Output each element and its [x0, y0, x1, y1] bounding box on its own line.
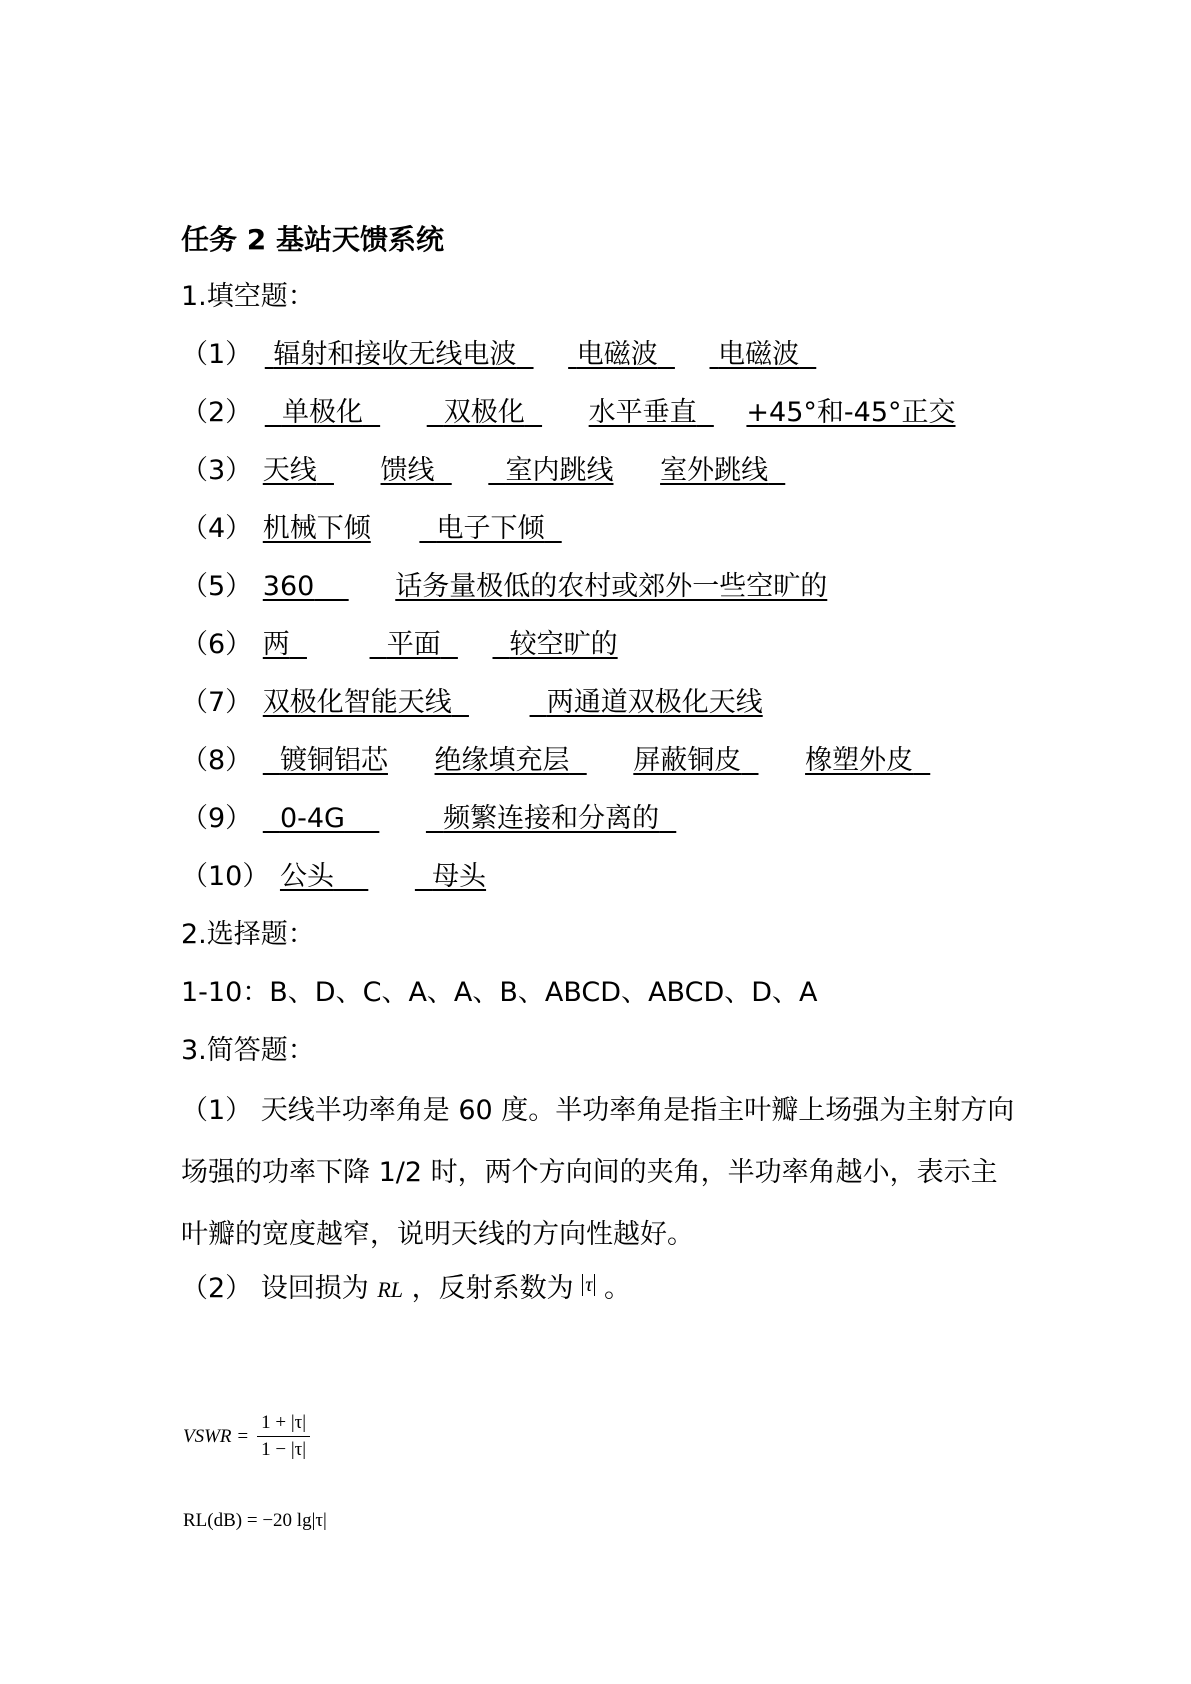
answer-blank: 绝缘填充层 — [434, 745, 570, 776]
answer-blank: 频繁连接和分离的 — [443, 803, 660, 834]
answer-blank: 室内跳线 — [505, 455, 614, 486]
answer-blank: 两 — [262, 629, 290, 660]
fraction-denominator: 1 − |τ| — [261, 1439, 307, 1460]
answer-blank: 平面 — [386, 629, 441, 660]
fill-item-2: （2） 单极化 双极化 水平垂直 +45°和-45°正交 — [181, 393, 956, 433]
fill-item-7: （7） 双极化智能天线 两通道双极化天线 — [181, 683, 763, 723]
rl-symbol: RL — [377, 1277, 404, 1302]
answer-blank: 360 — [262, 571, 315, 602]
answer-blank: 屏蔽铜皮 — [633, 745, 742, 776]
answer-blank: 电子下倾 — [436, 513, 545, 544]
answer-blank: 橡塑外皮 — [805, 745, 914, 776]
answer-blank: 0-4G — [279, 803, 345, 834]
choice-answers: 1-10：B、D、C、A、A、B、ABCD、ABCD、D、A — [181, 977, 818, 1008]
section2-heading: 2.选择题： — [181, 919, 315, 950]
answer-blank: 较空旷的 — [509, 629, 618, 660]
fill-item-9: （9） 0-4G 频繁连接和分离的 — [181, 799, 676, 839]
answer-blank: 电磁波 — [576, 339, 658, 370]
answer-blank: 电磁波 — [718, 339, 800, 370]
fill-item-10: （10） 公头 母头 — [181, 857, 486, 897]
answer-blank: 公头 — [279, 861, 334, 892]
short-answer-1: （1） 天线半功率角是 60 度。半功率角是指主叶瓣上场强为主射方向场强的功率下降 1/2 时，两个方向间的夹角，半功率角越小，表示主叶瓣的宽度越窄，说明天线的方向性越好。 — [181, 1095, 1015, 1250]
answer-blank: 水平垂直 — [588, 397, 697, 428]
fill-item-6: （6） 两 平面 较空旷的 — [181, 625, 618, 665]
section3-heading: 3.简答题： — [181, 1035, 315, 1066]
answer-blank: 双极化 — [443, 397, 525, 428]
answer-blank: 馈线 — [380, 455, 435, 486]
fill-item-4: （4） 机械下倾 电子下倾 — [181, 509, 562, 549]
answer-blank: 双极化智能天线 — [262, 687, 452, 718]
vswr-fraction — [257, 1412, 310, 1461]
answer-blank: 机械下倾 — [262, 513, 371, 544]
answer-blank: 母头 — [432, 861, 487, 892]
tau-symbol: τ — [582, 1274, 595, 1296]
vswr-formula: VSWR = $\frac{1 + |\tau|}{1 - |\tau|}$ — [183, 1412, 310, 1461]
answer-blank: +45°和-45°正交 — [746, 397, 956, 428]
fill-item-5: （5） 360 话务量极低的农村或郊外一些空旷的 — [181, 567, 827, 607]
fill-item-3: （3） 天线 馈线 室内跳线 室外跳线 — [181, 451, 785, 491]
answer-blank: 两通道双极化天线 — [546, 687, 763, 718]
answer-blank: 单极化 — [281, 397, 363, 428]
page-title: 任务 2 基站天馈系统 — [181, 223, 444, 256]
answer-blank: 镀铜铝芯 — [279, 745, 388, 776]
return-loss-formula: RL(dB) = −20 lg|τ| — [183, 1510, 327, 1531]
section1-heading: 1.填空题： — [181, 281, 315, 312]
fraction-numerator: 1 + |τ| — [257, 1412, 310, 1437]
answer-blank: 话务量极低的农村或郊外一些空旷的 — [395, 571, 828, 602]
fill-item-8: （8） 镀铜铝芯 绝缘填充层 屏蔽铜皮 橡塑外皮 — [181, 741, 930, 781]
fill-item-1: （1） 辐射和接收无线电波 电磁波 电磁波 — [181, 335, 816, 375]
short-answer-2: （2） 设回损为 RL ，反射系数为 $^\tau$ 。 — [181, 1273, 631, 1304]
answer-blank: 室外跳线 — [660, 455, 769, 486]
answer-blank: 辐射和接收无线电波 — [273, 339, 517, 370]
answer-blank: 天线 — [262, 455, 317, 486]
